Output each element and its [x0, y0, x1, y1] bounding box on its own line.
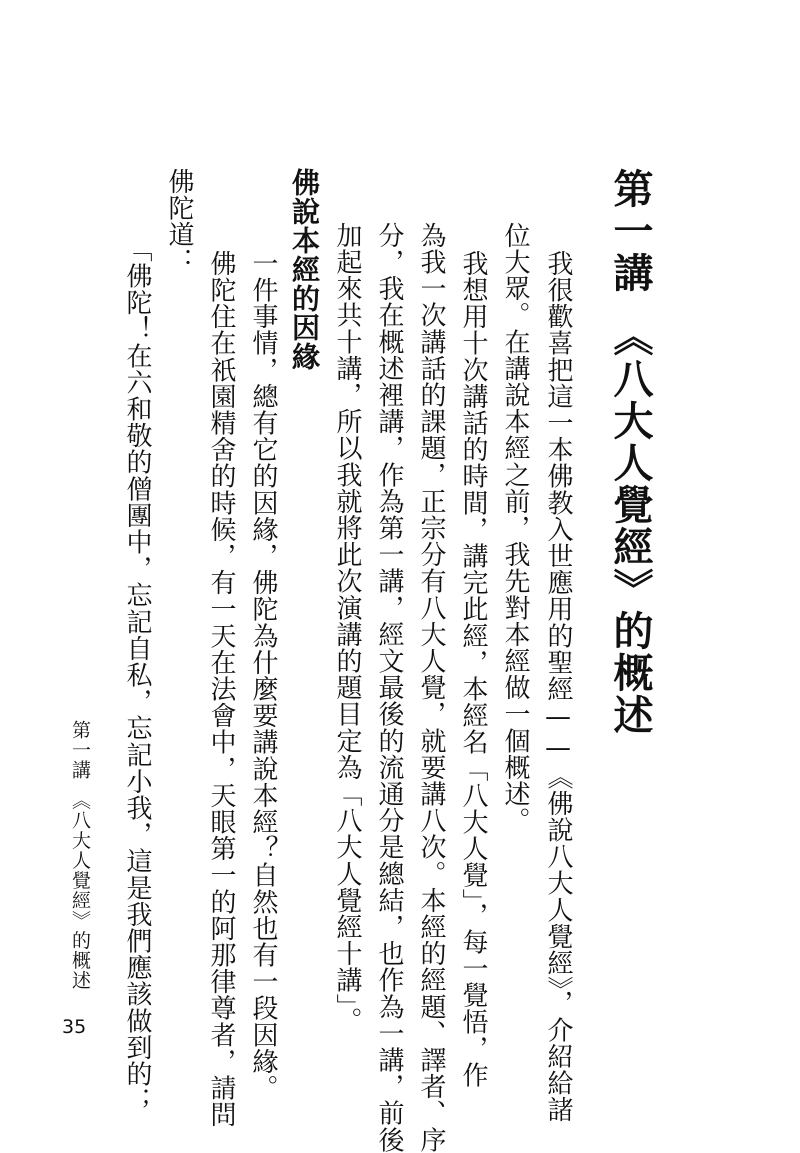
- paragraph-line: 為我一次講話的課題，正宗分有八大人覺，就要講八次。本經的經題、譯者、序: [416, 222, 446, 1153]
- running-header: 第一講 《八大人覺經》的概述: [69, 720, 91, 991]
- paragraph-line: 我很歡喜把這一本佛教入世應用的聖經——《佛說八大人覺經》，介紹給諸: [543, 250, 573, 1123]
- paragraph-line: 一件事情，總有它的因緣，佛陀為什麼要講說本經？自然也有一段因緣。: [248, 250, 278, 1102]
- paragraph-line: 佛陀住在祇園精舍的時候，有一天在法會中，天眼第一的阿那律尊者，請問: [206, 250, 236, 1128]
- paragraph-line: 分，我在概述裡講，作為第一講，經文最後的流通分是總結，也作為一講，前後: [374, 222, 404, 1153]
- paragraph-line: 佛陀道：: [164, 168, 194, 275]
- chapter-title: 第一講 《八大人覺經》的概述: [607, 168, 653, 736]
- paragraph-line: 我想用十次講話的時間，講完此經，本經名「八大人覺」，每一覺悟，作: [458, 250, 488, 1089]
- section-heading: 佛說本經的因緣: [288, 168, 321, 371]
- page-number: 35: [62, 1016, 87, 1038]
- paragraph-line: 位大眾。在講說本經之前，我先對本經做一個概述。: [500, 222, 530, 834]
- paragraph-line: 「佛陀！在六和敬的僧團中，忘記自私，忘記小我，這是我們應該做到的；: [122, 236, 152, 1114]
- paragraph-line: 加起來共十講，所以我就將此次演講的題目定為「八大人覺經十講」。: [332, 222, 362, 1034]
